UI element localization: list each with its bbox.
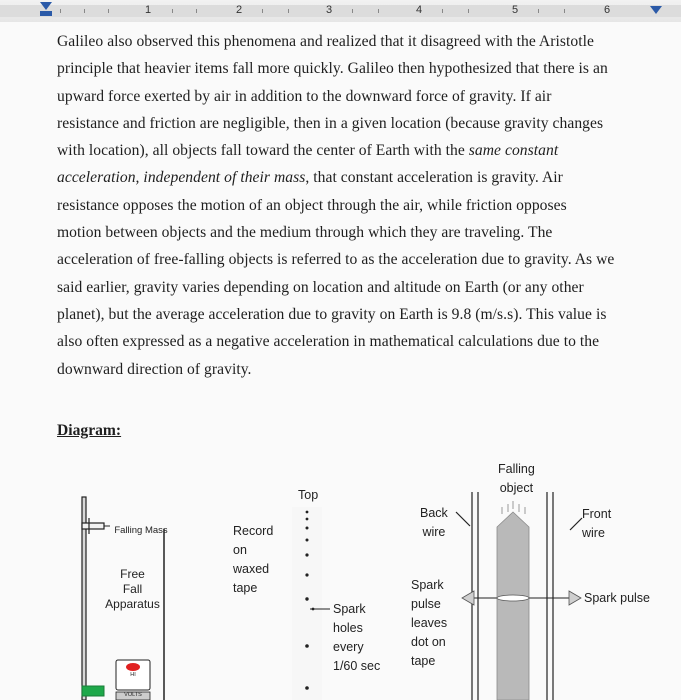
front-wire-label: [582, 505, 611, 543]
green-base-plate: [82, 686, 104, 696]
apparatus-label-line: Free: [120, 567, 145, 581]
ruler-number: 3: [326, 4, 333, 16]
free-fall-diagram: [0, 22, 681, 700]
apparatus-label-line: Apparatus: [105, 597, 160, 611]
paragraph-line: Galileo also observed this phenomena and realized that it disagreed with the Aristotle: [57, 33, 594, 50]
spark-holes-label-line: Spark: [333, 602, 366, 616]
ruler-bar[interactable]: [0, 0, 681, 23]
ruler-tick: [352, 9, 353, 13]
falling-object-label-line: Falling: [498, 462, 535, 476]
paragraph-text: , that constant acceleration is gravity. Air: [305, 169, 563, 187]
spark-holes-label-line: 1/60 sec: [333, 659, 381, 673]
record-label-line: on: [233, 543, 247, 557]
falling-object: [497, 512, 529, 700]
front-wire-pointer: [570, 518, 582, 530]
paragraph-line: resistance opposes the motion of an object through the air, while friction opposes: [57, 196, 567, 214]
device-hi-label: HI: [130, 672, 136, 678]
ruler-tick: [196, 9, 197, 13]
spark-pulse-left-label-line: tape: [411, 654, 436, 668]
paragraph-line: motion between objects and the medium through which they are traveling. The: [57, 224, 553, 242]
paragraph-line: acceleration of free-falling objects is referred to as the acceleration due to gravity. As we: [57, 251, 615, 269]
spark-pulse-left-tip: [462, 591, 474, 605]
paragraph-line: resistance and friction are negligible, then in a given location (because gravity changes: [57, 114, 604, 132]
waxed-tape: [292, 507, 322, 700]
ruler-tick: [262, 9, 263, 13]
spark-pulse-core: [497, 595, 529, 601]
back-wire-label: [420, 504, 448, 542]
ruler-tick: [378, 9, 379, 13]
spark-pulse-right-tip: [569, 591, 581, 605]
paragraph-text: with location), all objects fall toward the center of Earth with the: [57, 142, 469, 160]
ruler-tick: [564, 9, 565, 13]
left-margin-marker[interactable]: [40, 11, 52, 16]
spark-holes-label-line: holes: [333, 621, 363, 635]
back-wire-pointer: [456, 512, 470, 526]
ruler-tick: [172, 9, 173, 13]
paragraph-line: upward force exerted by air in addition to the downward force of gravity. If air: [57, 87, 552, 105]
apparatus-crossbar: [82, 523, 104, 529]
ruler-tick: [60, 9, 61, 13]
italic-phrase: acceleration, independent of their mass: [57, 169, 306, 187]
paragraph-line: principle that heavier items fall more quickly. Galileo then hypothesized that there is an: [57, 60, 608, 78]
ruler-number: 6: [604, 4, 611, 16]
ruler-tick: [468, 9, 469, 13]
spark-pulse-left-label: [411, 576, 447, 671]
ruler-number: 1: [145, 4, 152, 16]
front-wire-label-line: wire: [582, 526, 605, 540]
falling-object-label-line: object: [499, 481, 534, 495]
ruler-tick: [288, 9, 289, 13]
front-wire-label-line: Front: [582, 507, 612, 521]
italic-phrase: same constant: [468, 142, 559, 160]
right-indent-marker[interactable]: [650, 6, 662, 14]
record-label: [233, 522, 273, 598]
spark-pulse-left-label-line: Spark: [411, 578, 444, 592]
paragraph-line: also often expressed as a negative acceleration in mathematical calculations due to the: [57, 333, 600, 351]
device-volts-label: VOLTS: [124, 692, 142, 698]
spark-holes-label: [333, 600, 380, 676]
spark-pulse-left-label-line: pulse: [411, 597, 441, 611]
paragraph-line: downward direction of gravity.: [57, 360, 252, 378]
spark-pulse-right-label: Spark pulse: [584, 591, 651, 605]
falling-object-label: [498, 460, 535, 498]
left-indent-marker[interactable]: [40, 2, 52, 10]
paragraph-line: planet), but the average acceleration due to gravity on Earth is 9.8 (m/s.s). This value is: [57, 305, 607, 323]
record-label-line: tape: [233, 581, 258, 595]
ruler-tick: [84, 9, 85, 13]
spark-hole-dot: [312, 608, 315, 611]
ruler-band: [0, 5, 681, 17]
record-label-line: waxed: [233, 562, 270, 576]
apparatus-label-line: Fall: [122, 582, 143, 596]
back-wire-label-line: Back: [420, 506, 448, 520]
spark-pulse-left-label-line: leaves: [411, 616, 448, 630]
ruler-number: 4: [416, 4, 423, 16]
apparatus-label: [105, 567, 160, 612]
record-label-line: Record: [233, 524, 274, 538]
ruler-number: 2: [236, 4, 243, 16]
spark-pulse-left-label-line: dot on: [411, 635, 446, 649]
ruler-number: 5: [512, 4, 519, 16]
diagram-heading: Diagram:: [57, 422, 122, 439]
ruler-tick: [108, 9, 109, 13]
top-label: Top: [298, 488, 319, 502]
falling-mass-label: Falling Mass: [114, 525, 168, 536]
ruler-tick: [538, 9, 539, 13]
back-wire-label-line: wire: [422, 525, 446, 539]
document-page[interactable]: [0, 22, 681, 700]
ruler-tick: [442, 9, 443, 13]
paragraph-line: said earlier, gravity varies depending on location and altitude on Earth (or any other: [57, 278, 584, 296]
red-indicator-light: [126, 663, 140, 671]
spark-holes-label-line: every: [333, 640, 364, 654]
